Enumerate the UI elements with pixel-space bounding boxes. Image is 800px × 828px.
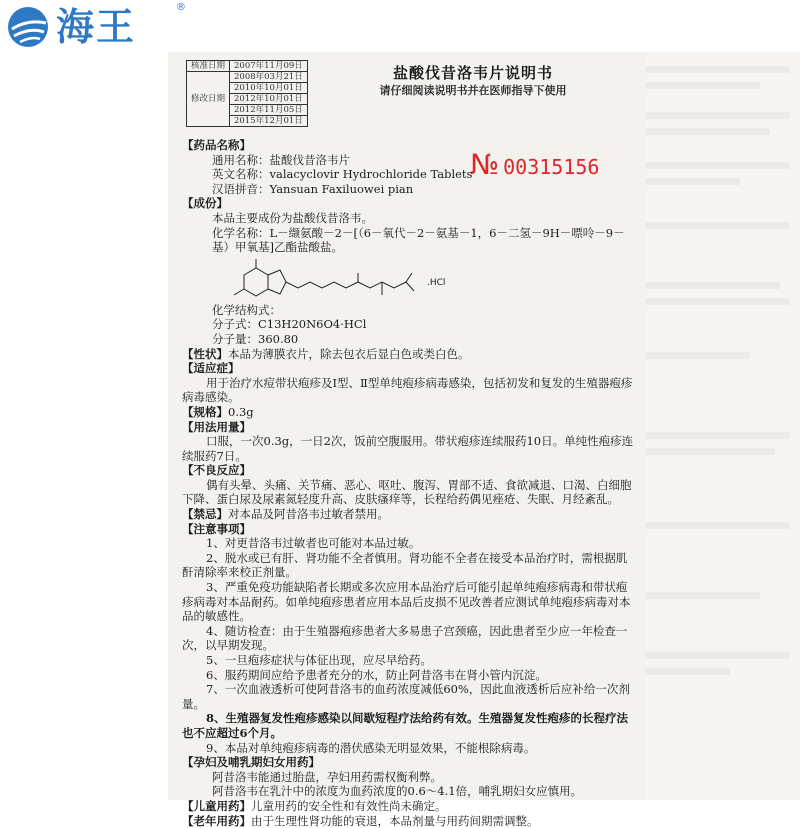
revised-date: 2015年12月01日 xyxy=(230,116,308,127)
children-text: 儿童用药的安全性和有效性尚未确定。 xyxy=(251,798,447,813)
approved-date: 2007年11月09日 xyxy=(230,61,308,72)
pregnancy-line: 阿昔洛韦能通过胎盘，孕妇用药需权衡利弊。 xyxy=(212,769,442,784)
spec-text: 0.3g xyxy=(228,404,254,419)
section-heading-precautions: 【注意事项】 xyxy=(182,521,251,536)
precaution-item: 8、生殖器复发性疱疹感染以间歇短程疗法给药有效。生殖器复发性疱疹的长程疗法也不应超过6个月。 xyxy=(182,711,628,740)
section-heading-adverse: 【不良反应】 xyxy=(182,463,251,478)
adverse-text: 偶有头晕、头痛、关节痛、恶心、呕吐、腹泻、胃部不适、食欲减退、口渴、白细胞下降、蛋白尿及尿素氮轻度升高、皮肤瘙痒等，长程给药偶见痤疮、失眠、月经紊乱。 xyxy=(182,477,632,507)
section-heading-contraindication: 【禁忌】 xyxy=(182,507,228,522)
precaution-item: 3、严重免疫功能缺陷者长期或多次应用本品治疗后可能引起单纯疱疹病毒和带状疱疹病毒对本品耐药。如单纯疱疹患者应用本品后皮损不见改善者应测试单纯疱疹病毒对本品的敏感性。 xyxy=(182,580,631,624)
revised-date: 2010年10月01日 xyxy=(230,83,308,94)
english-name: 英文名称：valacyclovir Hydrochloride Tablets xyxy=(212,167,473,182)
generic-name: 通用名称：盐酸伐昔洛韦片 xyxy=(212,152,350,167)
structure-label: 化学结构式： xyxy=(212,302,281,317)
molecular-weight: 分子量：360.80 xyxy=(212,331,299,346)
pregnancy-line: 阿昔洛韦在乳汁中的浓度为血药浓度的0.6～4.1倍，哺乳期妇女应慎用。 xyxy=(212,784,583,799)
section-heading-children: 【儿童用药】 xyxy=(182,798,251,813)
section-heading-pregnancy: 【孕妇及哺乳期妇女用药】 xyxy=(182,755,320,770)
registered-mark: ® xyxy=(176,2,186,13)
brand-globe-icon xyxy=(6,5,50,49)
approved-label: 核准日期 xyxy=(187,61,230,72)
section-heading-elderly: 【老年用药】 xyxy=(182,813,251,828)
precaution-item: 6、服药期间应给予患者充分的水，防止阿昔洛韦在肾小管内沉淀。 xyxy=(206,667,547,682)
brand-logo xyxy=(6,5,136,49)
precaution-item: 2、脱水或已有肝、肾功能不全者慎用。肾功能不全者在接受本品治疗时，需根据肌酐清除率来校正剂量。 xyxy=(182,550,628,580)
revised-label: 修改日期 xyxy=(187,72,230,127)
revised-date: 2012年11月05日 xyxy=(230,105,308,116)
chemical-structure xyxy=(212,255,634,303)
leaflet-body xyxy=(182,138,634,828)
dosage-text: 口服，一次0.3g，一日2次，饭前空腹服用。带状疱疹连续服药10日。单纯性疱疹连续服药7日。 xyxy=(182,434,634,463)
serial-number: 00315156 xyxy=(503,155,600,179)
approval-dates-table xyxy=(186,60,308,127)
section-heading-dosage: 【用法用量】 xyxy=(182,419,251,434)
indication-text: 用于治疗水痘带状疱疹及Ⅰ型、Ⅱ型单纯疱疹病毒感染，包括初发和复发的生殖器疱疹病毒感染。 xyxy=(182,375,633,405)
section-heading-appearance: 【性状】 xyxy=(182,346,228,361)
chemical-name: 化学名称：L－缬氨酸－2－[（6－氧代－2－氨基－1，6－二氢－9H－嘌呤－9－基）甲氧基]乙酯盐酸盐。 xyxy=(212,225,625,255)
precaution-item: 5、一旦疱疹症状与体征出现，应尽早给药。 xyxy=(206,653,432,667)
section-heading-spec: 【规格】 xyxy=(182,404,228,419)
hcl-label: .HCl xyxy=(427,277,446,288)
elderly-text: 由于生理性肾功能的衰退，本品剂量与用药间期需调整。 xyxy=(251,813,539,828)
precaution-item: 4、随访检查：由于生殖器疱疹患者大多易患子宫颈癌，因此患者至少应一年检查一次，以早期发现。 xyxy=(182,623,628,653)
composition-main: 本品主要成份为盐酸伐昔洛韦。 xyxy=(212,210,373,225)
revised-date: 2012年10月01日 xyxy=(230,94,308,105)
precaution-item: 9、本品对单纯疱疹病毒的潜伏感染无明显效果，不能根除病毒。 xyxy=(206,740,536,755)
pinyin-name: 汉语拼音：Yansuan Faxiluowei pian xyxy=(212,181,414,196)
appearance-text: 本品为薄膜衣片，除去包衣后显白色或类白色。 xyxy=(228,346,470,361)
section-heading-name: 【药品名称】 xyxy=(182,138,251,152)
precaution-item: 7、一次血液透析可使阿昔洛韦的血药浓度减低60%，因此血液透析后应补给一次剂量。 xyxy=(182,682,630,711)
adjacent-page-bleed xyxy=(640,52,800,800)
leaflet-subtitle: 请仔细阅读说明书并在医师指导下使用 xyxy=(379,84,567,97)
leaflet-title: 盐酸伐昔洛韦片说明书 xyxy=(392,64,553,82)
precaution-item: 1、对更昔洛韦过敏者也可能对本品过敏。 xyxy=(206,536,421,551)
contraindication-text: 对本品及阿昔洛韦过敏者禁用。 xyxy=(228,507,389,522)
molecular-formula: 分子式：C13H20N6O4·HCl xyxy=(212,317,367,332)
chemical-structure-diagram xyxy=(222,255,522,303)
revised-date: 2008年03月21日 xyxy=(230,72,308,83)
leaflet-sheet xyxy=(168,52,646,828)
brand-name: 海王 xyxy=(56,5,137,49)
serial-prefix: № xyxy=(470,148,500,181)
section-heading-indication: 【适应症】 xyxy=(182,361,240,376)
section-heading-composition: 【成份】 xyxy=(182,196,228,211)
